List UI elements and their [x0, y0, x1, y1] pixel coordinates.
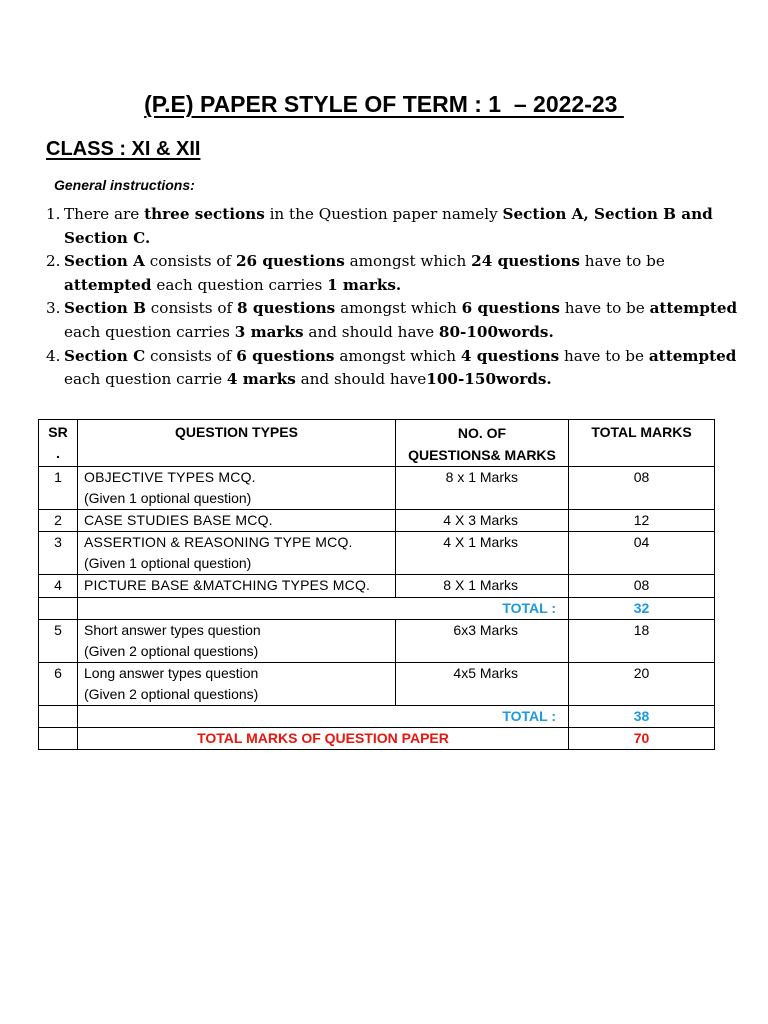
instruction-plain-text: consists of	[144, 252, 236, 271]
instruction-bold-text: 4 marks	[226, 370, 296, 389]
question-paper-table	[38, 419, 715, 750]
row-sr: 2	[39, 510, 78, 532]
instruction-bold-text: attempted	[649, 299, 738, 318]
instruction-bold-text: 3 marks	[234, 322, 304, 341]
instruction-bold-text: 1 marks.	[327, 275, 402, 294]
instruction-plain-text: and should have	[295, 370, 427, 389]
table-row	[39, 620, 715, 663]
row-sr: 3	[39, 532, 78, 575]
instruction-number: 2.	[46, 252, 61, 271]
row-questions-marks: 8 x 1 Marks	[396, 467, 569, 510]
header-no-of-questions: NO. OF QUESTIONS& MARKS	[396, 420, 569, 467]
subtotal-sr-empty	[39, 706, 78, 728]
instruction-item	[46, 203, 746, 250]
row-questions-marks: 4x5 Marks	[396, 663, 569, 706]
subtotal-label: TOTAL :	[78, 706, 569, 728]
instruction-plain-text: consists of	[145, 299, 237, 318]
instruction-plain-text: amongst which	[344, 252, 472, 271]
row-question-type	[78, 532, 396, 575]
row-sr: 5	[39, 620, 78, 663]
instruction-bold-text: attempted	[64, 275, 152, 294]
instruction-plain-text: each question carries	[64, 322, 235, 341]
row-sr: 1	[39, 467, 78, 510]
table-header-row	[39, 420, 715, 467]
subtotal-value: 38	[569, 706, 715, 728]
row-total-marks: 20	[569, 663, 715, 706]
header-total-marks: TOTAL MARKS	[569, 420, 715, 467]
instruction-text	[64, 205, 713, 247]
table-row	[39, 532, 715, 575]
header-sr: SR .	[39, 420, 78, 467]
general-instructions-label: General instructions:	[54, 177, 195, 193]
instruction-plain-text: consists of	[145, 346, 237, 365]
subtotal-sr-empty	[39, 598, 78, 620]
instruction-bold-text: 80-100words.	[438, 322, 554, 341]
instruction-bold-text: Section B	[64, 299, 146, 318]
instruction-bold-text: Section C	[64, 346, 146, 365]
row-questions-marks: 4 X 3 Marks	[396, 510, 569, 532]
instruction-plain-text: in the Question paper namely	[264, 205, 503, 223]
row-type-note: (Given 1 optional question)	[84, 490, 252, 506]
grand-total-value: 70	[569, 728, 715, 750]
instruction-bold-text: 4 questions	[460, 346, 560, 365]
instruction-text	[64, 252, 665, 294]
row-type-label: OBJECTIVE TYPES MCQ.	[84, 469, 256, 485]
page-title: (P.E) PAPER STYLE OF TERM : 1 – 2022-23	[144, 91, 624, 117]
row-type-note: (Given 1 optional question)	[84, 555, 252, 571]
instruction-plain-text: amongst which	[334, 346, 461, 365]
instruction-plain-text: have to be	[559, 299, 650, 318]
table-row	[39, 467, 715, 510]
instruction-bold-text: Section A	[64, 252, 145, 271]
class-heading: CLASS : XI & XII	[46, 138, 201, 160]
row-type-note: (Given 2 optional questions)	[84, 643, 259, 659]
subtotal-label: TOTAL :	[78, 598, 569, 620]
instruction-item	[46, 250, 746, 297]
row-type-label: PICTURE BASE &MATCHING TYPES MCQ.	[84, 577, 371, 593]
row-question-type	[78, 510, 396, 532]
instruction-number: 1.	[46, 205, 61, 223]
instruction-plain-text: amongst which	[335, 299, 462, 318]
subtotal-row	[39, 706, 715, 728]
header-question-types: QUESTION TYPES	[78, 420, 396, 467]
instruction-number: 4.	[46, 346, 61, 365]
row-question-type	[78, 467, 396, 510]
row-question-type	[78, 575, 396, 598]
row-question-type	[78, 620, 396, 663]
row-type-label: ASSERTION & REASONING TYPE MCQ.	[84, 534, 353, 550]
row-type-label: Short answer types question	[84, 622, 261, 638]
instruction-bold-text: attempted	[648, 346, 737, 365]
instructions-list	[46, 203, 746, 392]
row-sr: 4	[39, 575, 78, 598]
instruction-item	[46, 345, 746, 392]
row-total-marks: 18	[569, 620, 715, 663]
instruction-plain-text: each question carrie	[64, 370, 227, 389]
row-question-type	[78, 663, 396, 706]
row-questions-marks: 4 X 1 Marks	[396, 532, 569, 575]
grand-total-sr-empty	[39, 728, 78, 750]
subtotal-value: 32	[569, 598, 715, 620]
instruction-bold-text: three sections	[144, 205, 265, 223]
subtotal-row	[39, 598, 715, 620]
instruction-item	[46, 297, 746, 344]
row-type-note: (Given 2 optional questions)	[84, 686, 259, 702]
instruction-bold-text: 8 questions	[237, 299, 336, 318]
row-total-marks: 08	[569, 467, 715, 510]
instruction-bold-text: 6 questions	[236, 346, 335, 365]
row-sr: 6	[39, 663, 78, 706]
grand-total-label: TOTAL MARKS OF QUESTION PAPER	[78, 728, 569, 750]
row-type-label: Long answer types question	[84, 665, 259, 681]
instruction-plain-text: There are	[64, 205, 145, 223]
table-row	[39, 510, 715, 532]
row-total-marks: 08	[569, 575, 715, 598]
instruction-bold-text: Section A, Section B and Section C.	[64, 205, 713, 247]
instruction-bold-text: 6 questions	[461, 299, 560, 318]
instruction-plain-text: have to be	[559, 346, 649, 365]
row-type-label: CASE STUDIES BASE MCQ.	[84, 512, 273, 528]
instruction-plain-text: and should have	[303, 322, 439, 341]
grand-total-row	[39, 728, 715, 750]
instruction-text	[64, 347, 736, 389]
table-row	[39, 575, 715, 598]
row-total-marks: 04	[569, 532, 715, 575]
row-questions-marks: 6x3 Marks	[396, 620, 569, 663]
instruction-bold-text: 100-150words.	[426, 370, 552, 389]
instruction-bold-text: 24 questions	[471, 252, 580, 271]
instruction-number: 3.	[46, 299, 61, 318]
instruction-text	[64, 299, 737, 341]
row-questions-marks: 8 X 1 Marks	[396, 575, 569, 598]
row-total-marks: 12	[569, 510, 715, 532]
table-row	[39, 663, 715, 706]
instruction-plain-text: have to be	[579, 252, 665, 271]
instruction-plain-text: each question carries	[151, 275, 328, 294]
instruction-bold-text: 26 questions	[235, 252, 345, 271]
